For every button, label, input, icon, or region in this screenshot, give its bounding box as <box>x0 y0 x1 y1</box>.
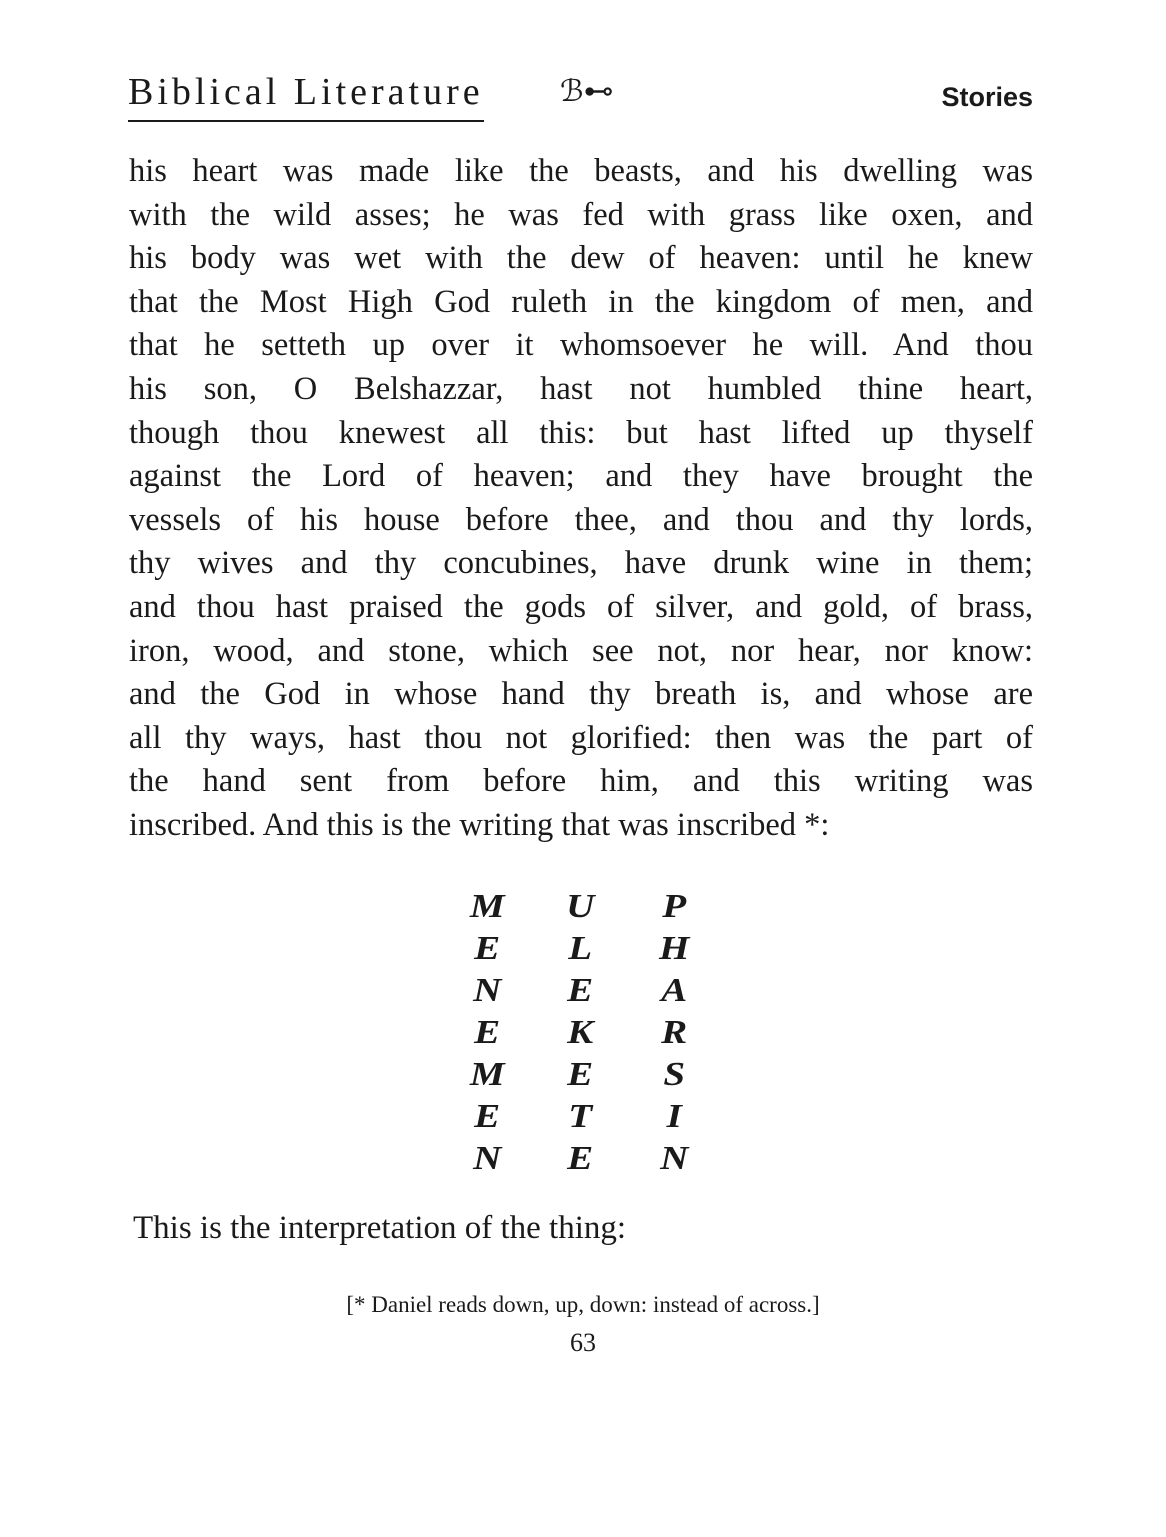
inscription-letter: U <box>566 888 594 925</box>
body-line: with the wild asses; he was fed with grass like oxen, and <box>129 196 1033 233</box>
body-line: against the Lord of heaven; and they have brought the <box>129 458 1033 495</box>
inscription-letter: I <box>666 1098 681 1135</box>
interpretation-heading: This is the interpretation of the thing: <box>133 1210 627 1246</box>
body-line: his heart was made like the beasts, and his dwelling was <box>129 153 1033 189</box>
inscription-grid <box>440 886 720 1180</box>
inscription-letter: E <box>567 972 593 1009</box>
page-number: 63 <box>570 1328 596 1357</box>
inscription-row <box>440 886 720 928</box>
body-line: that the Most High God ruleth in the kingdom of men, and <box>129 283 1033 320</box>
body-line: all thy ways, hast thou not glorified: then was the part of <box>129 719 1033 756</box>
footnote: [* Daniel reads down, up, down: instead of across.] <box>346 1292 820 1317</box>
inscription-row <box>440 1096 720 1138</box>
inscription-letter: A <box>660 972 686 1009</box>
body-line: iron, wood, and stone, which see not, nor hear, nor know: <box>129 632 1033 669</box>
inscription-letter: H <box>658 930 688 967</box>
inscription-letter: K <box>567 1014 593 1051</box>
inscription-letter: T <box>568 1098 592 1135</box>
inscription-letter: N <box>473 1140 501 1177</box>
inscription-letter: P <box>661 888 685 925</box>
running-head-section: Stories <box>941 82 1033 112</box>
inscription-letter: N <box>659 1140 687 1177</box>
inscription-letter: E <box>567 1056 593 1093</box>
inscription-letter: N <box>473 972 501 1009</box>
inscription-row <box>440 928 720 970</box>
body-line: the hand sent from before him, and this writing was <box>129 763 1033 800</box>
inscription-letter: R <box>660 1014 686 1051</box>
running-head-title: Biblical Literature <box>128 70 484 122</box>
body-line: his son, O Belshazzar, hast not humbled thine heart, <box>129 370 1033 407</box>
inscription-row <box>440 1012 720 1054</box>
inscription-letter: M <box>469 888 504 925</box>
body-text <box>129 150 1033 848</box>
inscription-letter: E <box>474 1098 500 1135</box>
body-line: that he setteth up over it whomsoever he will. And thou <box>129 327 1033 364</box>
body-line: though thou knewest all this: but hast lifted up thyself <box>129 414 1033 451</box>
inscription-row <box>440 1138 720 1180</box>
body-line: and the God in whose hand thy breath is, and whose are <box>129 676 1033 713</box>
body-line: his body was wet with the dew of heaven: until he knew <box>129 240 1033 277</box>
body-line: inscribed. And this is the writing that was inscribed *: <box>129 806 830 843</box>
body-line: thy wives and thy concubines, have drunk wine in them; <box>129 545 1033 582</box>
inscription-row <box>440 970 720 1012</box>
inscription-letter: S <box>663 1056 684 1093</box>
inscription-letter: M <box>469 1056 504 1093</box>
inscription-letter: E <box>474 930 500 967</box>
body-line: and thou hast praised the gods of silver, and gold, of brass, <box>129 588 1033 625</box>
inscription-row <box>440 1054 720 1096</box>
fleuron-ornament: ℬ⊷ <box>560 75 614 108</box>
body-line: vessels of his house before thee, and thou and thy lords, <box>129 501 1033 538</box>
inscription-letter: E <box>567 1140 593 1177</box>
inscription-letter: L <box>568 930 592 967</box>
inscription-letter: E <box>474 1014 500 1051</box>
running-head <box>128 70 1033 126</box>
